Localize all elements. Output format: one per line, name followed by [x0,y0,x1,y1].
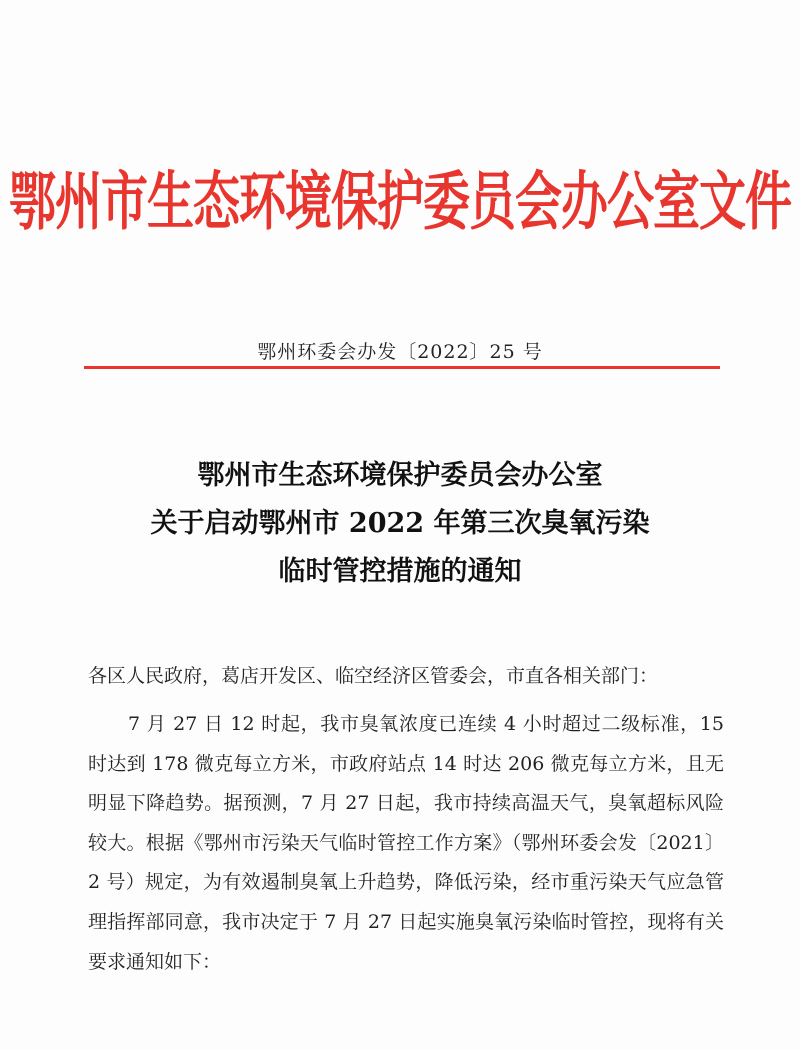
notice-title-line-3: 临时管控措施的通知 [278,556,522,587]
notice-title [0,452,800,596]
notice-title-line-1: 鄂州市生态环境保护委员会办公室 [197,460,603,491]
notice-title-line-2: 关于启动鄂州市 2022 年第三次臭氧污染 [150,508,650,539]
document-number: 鄂州环委会办发〔2022〕25 号 [257,341,543,363]
masthead-title: 鄂州市生态环境保护委员会办公室文件 [9,165,791,240]
body-paragraph-1: 7 月 27 日 12 时起，我市臭氧浓度已连续 4 小时超过二级标准，15 时达到 178 微克每立方米，市政府站点 14 时达 206 微克每立方米，且无明显下降趋势。据预测，7 月 27 日起，我市持续高温天气，臭氧超标风险较大。根据《鄂州市污染天气临时管控工作方案》（鄂州环委会发〔2021〕2 号）规定，为有效遏制臭氧上升趋势，降低污染，经市重污染天气应急管理指挥部同意，我市决定于 7 月 27 日起实施臭氧污染临时管控，现将有关要求通知如下： [88,713,724,973]
red-divider-line [84,366,720,369]
salutation: 各区人民政府，葛店开发区、临空经济区管委会，市直各相关部门： [88,665,659,687]
